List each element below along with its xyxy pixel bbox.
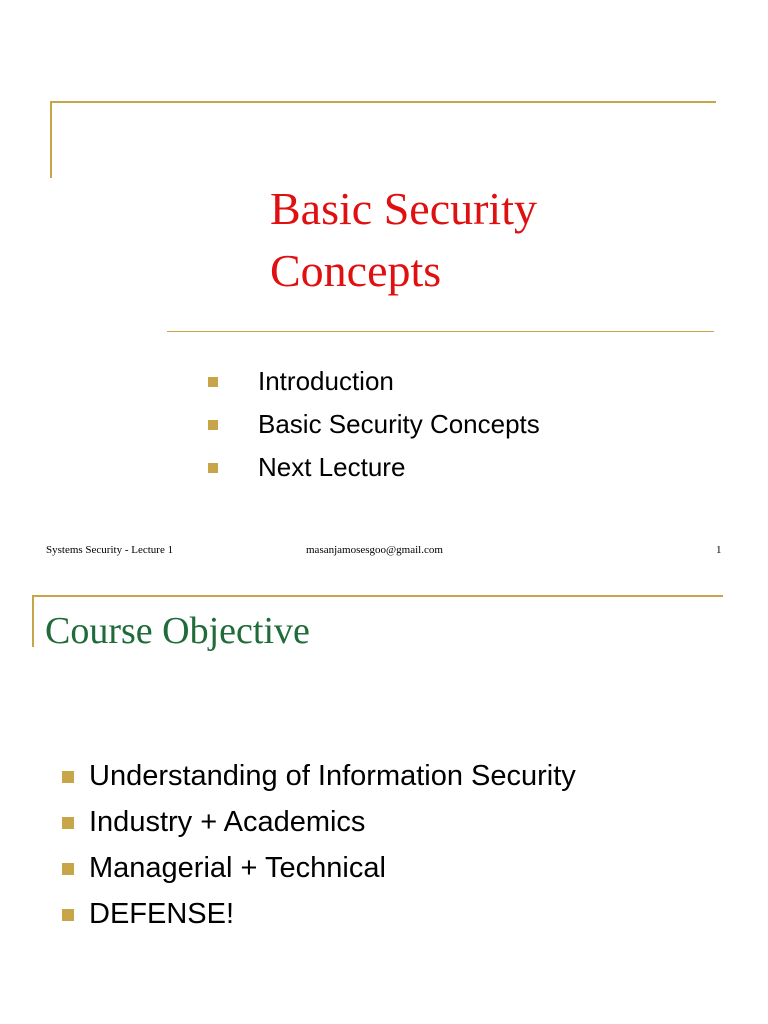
slide-2 [0,580,768,1024]
square-bullet-icon [62,909,74,921]
list-item: DEFENSE! [60,894,576,940]
left-rule [50,101,52,178]
square-bullet-icon [62,771,74,783]
footer-left: Systems Security - Lecture 1 [46,544,174,556]
square-bullet-icon [62,817,74,829]
footer-email: masanjamosesgoo@gmail.com [306,544,443,556]
square-bullet-icon [208,463,218,473]
slide-title-line-2: Concepts [270,245,442,296]
square-bullet-icon [62,863,74,875]
list-item: Next Lecture [206,450,540,493]
square-bullet-icon [208,377,218,387]
square-bullet-icon [208,420,218,430]
list-item: Industry + Academics [60,802,576,848]
agenda-list [206,364,540,493]
slide-title [270,178,710,302]
objectives-list [60,756,576,940]
list-item: Understanding of Information Security [60,756,576,802]
left-rule [32,595,34,647]
slide-title: Course Objective [45,610,310,652]
title-underline-rule [167,331,714,332]
top-rule [32,595,723,597]
list-item: Managerial + Technical [60,848,576,894]
top-rule [50,101,716,103]
list-item: Basic Security Concepts [206,407,540,450]
list-item: Introduction [206,364,540,407]
slide-title-line-1: Basic Security [270,183,537,234]
footer-page-number: 1 [716,544,722,556]
